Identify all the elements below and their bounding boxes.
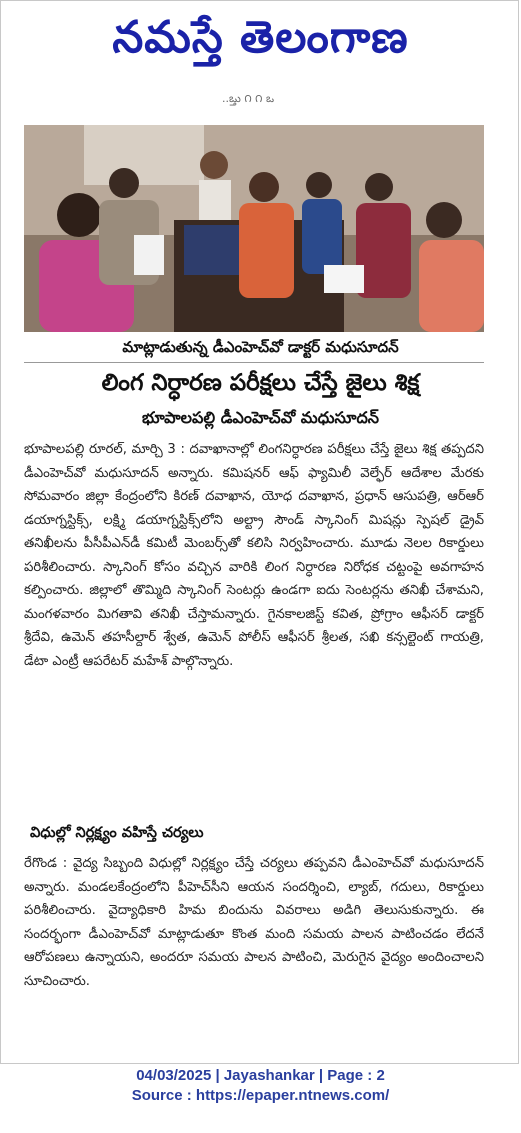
footer-source-link[interactable]: Source : https://epaper.ntnews.com/ <box>131 1087 390 1104</box>
article-subheadline: భూపాలపల్లి డీఎంహెచ్‌వో మధుసూదన్ <box>141 408 379 427</box>
article-photo <box>24 125 484 332</box>
article-paragraph-1: భూపాలపల్లి రూరల్, మార్చి 3 : దవాఖానాల్లో లింగనిర్ధారణ పరీక్షలు చేస్తే జైలు శిక్ష తప్పదని డీఎంహెచ్‌వో మధుసూదన్ అన్నారు. కమిషనర్ ఆఫ్ ఫ్యామిలీ వెల్ఫేర్ ఆదేశాల మేరకు సోమవారం జిల్లా కేంద్రంలోని కిరణ్ దవాఖాన, యోధ దవాఖాన, ప్రధాన్ ఆసుపత్రి, ఆర్‌ఆర్ డయాగ్నస్టిక్స్, లక్ష్మి డయాగ్నస్టిక్స్‌లోని అల్ట్రా సౌండ్ స్కానింగ్ మిషన్లు స్పెషల్ డ్రైవ్ తనిఖీలను పీసీపీఎన్‌డీ కమిటీ మెంబర్స్‌తో కలిసి నిర్వహించారు. మూడు నెలల రికార్డులు పరిశీలించారు. స్కానింగ్ కోసం వచ్చిన వారికి లింగ నిర్ధారణ నిరోధక చట్టంపై అవగాహన కల్పించారు. జిల్లాలో తొమ్మిది స్కానింగ్ సెంటర్లు ఉండగా ఐదు సెంటర్లను తనిఖీ చేశామని, మంగళవారం మిగతావి తనిఖీ చేస్తామన్నారు. గైనకాలజిస్ట్ కవిత, ప్రోగ్రాం ఆఫీసర్ డాక్టర్ శ్రీదేవి, ఉమెన్ తహసీల్దార్ శ్వేత, ఉమెన్ పోలీస్ ఆఫీసర్ శ్రీలత, సఖి కన్సల్టెంట్ గాయత్రి, డేటా ఎంట్రీ ఆపరేటర్ మహేశ్ పాల్గొన్నారు. <box>24 442 484 669</box>
footer-date-page: 04/03/2025 | Jayashankar | Page : 2 <box>136 1067 385 1084</box>
masthead <box>0 4 521 72</box>
photo-caption: మాట్లాడుతున్న డీఎంహెచ్‌వో డాక్టర్ మధుసూదన్ <box>122 338 399 356</box>
article-paragraph-2: రేగొండ : వైద్య సిబ్బంది విధుల్లో నిర్లక్ష్యం చేస్తే చర్యలు తప్పవని డీఎంహెచ్‌వో మధుసూదన్ అన్నారు. మండలకేంద్రంలోని పీహెచ్‌సీని ఆయన సందర్శించి, ల్యాబ్, గదులు, రికార్డులు పరిశీలించారు. వైద్యాధికారి హిమ బిందును వివరాలు అడిగి తెలుసుకున్నారు. ఈ సందర్భంగా డీఎంహెచ్‌వో మాట్లాడుతూ కొంత మంది సమయ పాలన పాటించడం లేదనే ఆరోపణలు ఉన్నాయని, అందరూ సమయ పాలన పాటించి, మెరుగైన వైద్యం అందించాలని సూచించారు. <box>24 856 484 989</box>
photo-illustration <box>24 125 484 332</box>
divider <box>24 362 484 363</box>
article-subheading-2: విధుల్లో నిర్లక్ష్యం వహిస్తే చర్యలు <box>30 825 204 841</box>
source-footer <box>0 1066 521 1106</box>
article-headline: లింగ నిర్ధారణ పరీక్షలు చేస్తే జైలు శిక్ష <box>101 370 420 396</box>
date-fragment: ..ఒ్తు ౧ ౧ ఒ <box>222 92 275 105</box>
newspaper-title: నమస్తే తెలంగాణ <box>112 12 409 63</box>
